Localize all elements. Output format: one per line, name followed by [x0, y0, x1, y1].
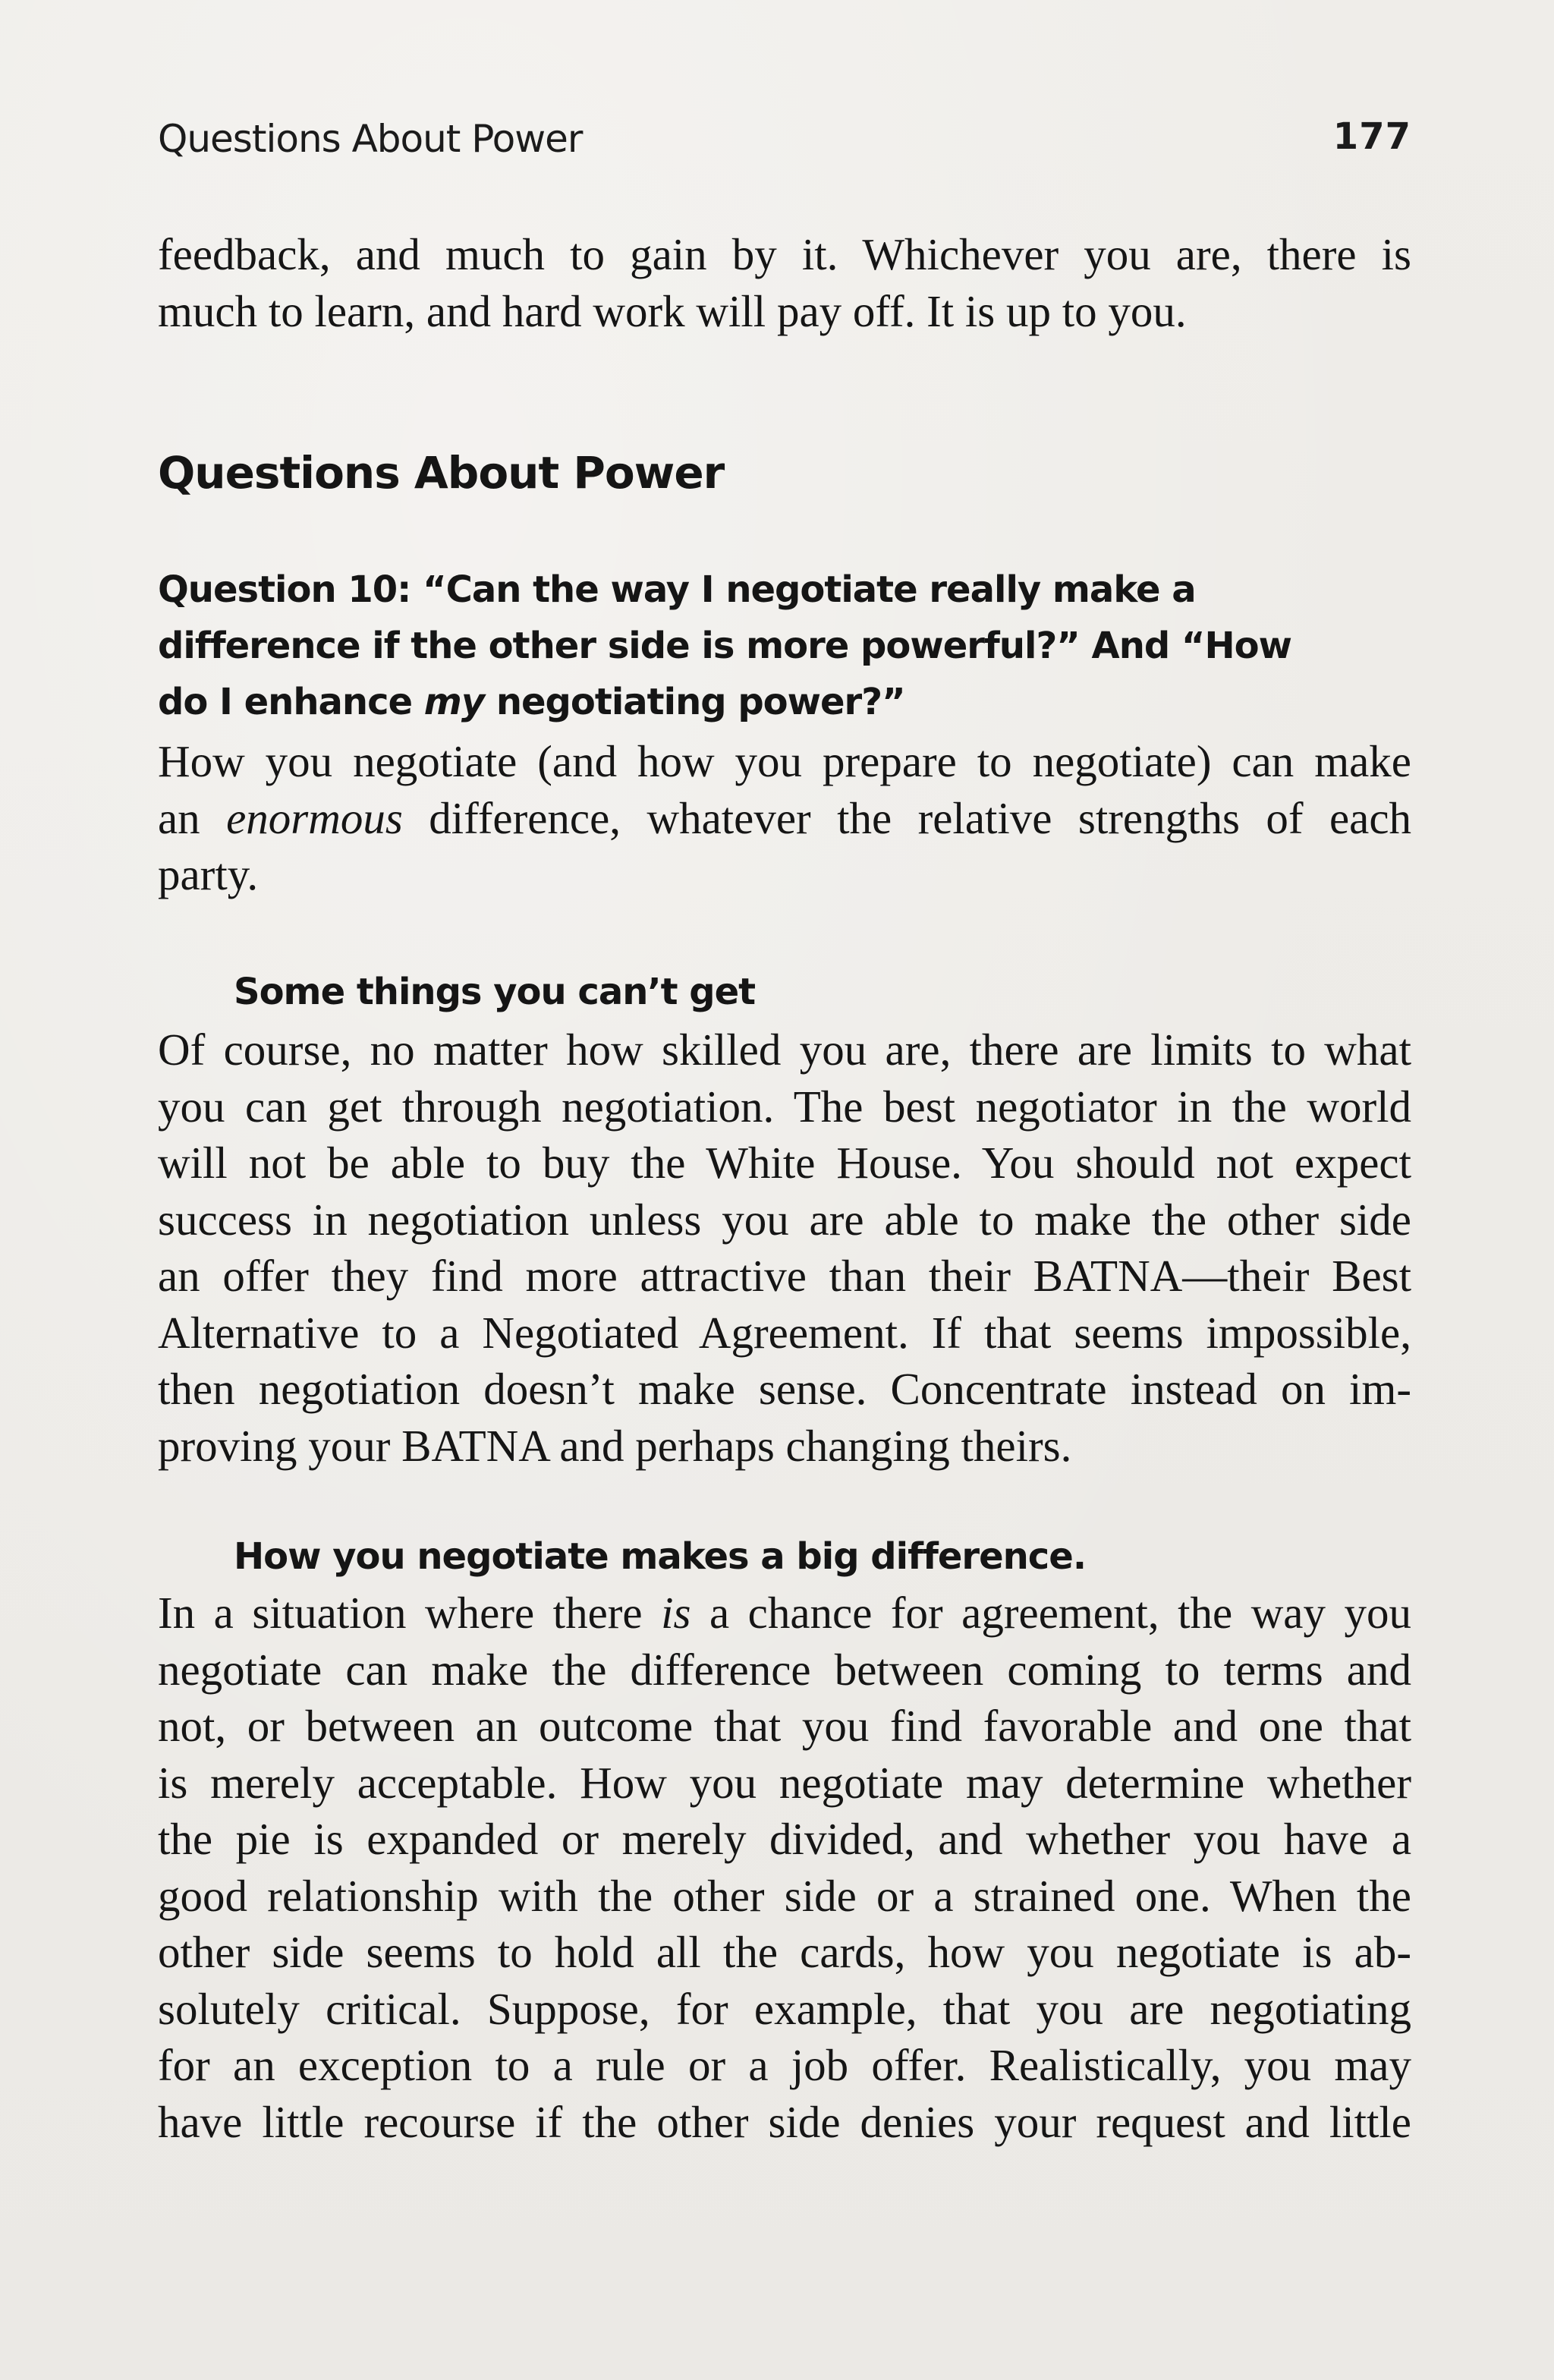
paragraph-line: have little recourse if the other side denies your request and little	[158, 2096, 1411, 2147]
paragraph-line: then negotiation doesn’t make sense. Concentrate instead on im-	[158, 1364, 1411, 1414]
question-text: negotiating power?”	[484, 681, 905, 723]
emphasis-text: enormous	[226, 792, 403, 843]
paragraph-line	[158, 790, 1411, 847]
paragraph-line: an offer they find more attractive than their BATNA—their Best	[158, 1251, 1411, 1301]
paragraph-line: good relationship with the other side or a strained one. When the	[158, 1870, 1411, 1921]
paragraph-line: is merely acceptable. How you negotiate may determine whether	[158, 1757, 1411, 1808]
paragraph-line: party.	[158, 849, 259, 899]
paragraph-line: much to learn, and hard work will pay off. It is up to you.	[158, 285, 1187, 336]
subheading-some-things: Some things you can’t get	[234, 971, 756, 1013]
running-head-title: Questions About Power	[158, 117, 583, 161]
paragraph-line: Alternative to a Negotiated Agreement. If that seems impossible,	[158, 1307, 1411, 1358]
paragraph-text: a chance for agreement, the way you	[690, 1588, 1411, 1638]
question-line	[158, 674, 1411, 730]
paragraph-text: an	[158, 792, 227, 843]
paragraph-text: difference, whatever the relative strengths of each	[402, 792, 1412, 843]
question-emphasis: my	[423, 681, 485, 723]
page-number: 177	[1332, 115, 1411, 158]
paragraph-line: How you negotiate (and how you prepare to negotiate) can make	[158, 736, 1411, 786]
paragraph-line: Of course, no matter how skilled you are, there are limits to what	[158, 1025, 1411, 1075]
paragraph-line: the pie is expanded or merely divided, and whether you have a	[158, 1814, 1411, 1864]
paragraph-line: not, or between an outcome that you find favorable and one that	[158, 1701, 1411, 1751]
paragraph-line: will not be able to buy the White House. You should not expect	[158, 1138, 1411, 1188]
question-heading	[158, 562, 1411, 730]
question-line: Question 10: “Can the way I negotiate really make a	[158, 568, 1196, 611]
paragraph-line: success in negotiation unless you are able to make the other side	[158, 1194, 1411, 1245]
emphasis-text: is	[661, 1588, 691, 1638]
paragraph-how-you-negotiate	[158, 1585, 1411, 2150]
paragraph-line: other side seems to hold all the cards, how you negotiate is ab-	[158, 1927, 1411, 1977]
paragraph-line: you can get through negotiation. The best negotiator in the world	[158, 1081, 1411, 1132]
paragraph-limits	[158, 1022, 1411, 1474]
paragraph-line: proving your BATNA and perhaps changing theirs.	[158, 1420, 1072, 1471]
paragraph-text: In a situation where there	[158, 1588, 662, 1638]
paragraph-line: feedback, and much to gain by it. Whichever you are, there is	[158, 229, 1411, 279]
paragraph-line: for an exception to a rule or a job offer. Realistically, you may	[158, 2040, 1411, 2090]
paragraph-line	[158, 1585, 1411, 1642]
continued-paragraph	[158, 226, 1411, 339]
running-head	[158, 114, 1411, 175]
paragraph-line: negotiate can make the difference between coming to terms and	[158, 1644, 1411, 1695]
question-line: difference if the other side is more powerful?” And “How	[158, 625, 1291, 667]
answer-paragraph	[158, 733, 1411, 903]
subheading-big-difference: How you negotiate makes a big difference.	[234, 1535, 1087, 1578]
section-heading: Questions About Power	[158, 447, 725, 499]
paragraph-line: solutely critical. Suppose, for example, that you are negotiating	[158, 1983, 1411, 2034]
question-text: do I enhance	[158, 681, 424, 723]
